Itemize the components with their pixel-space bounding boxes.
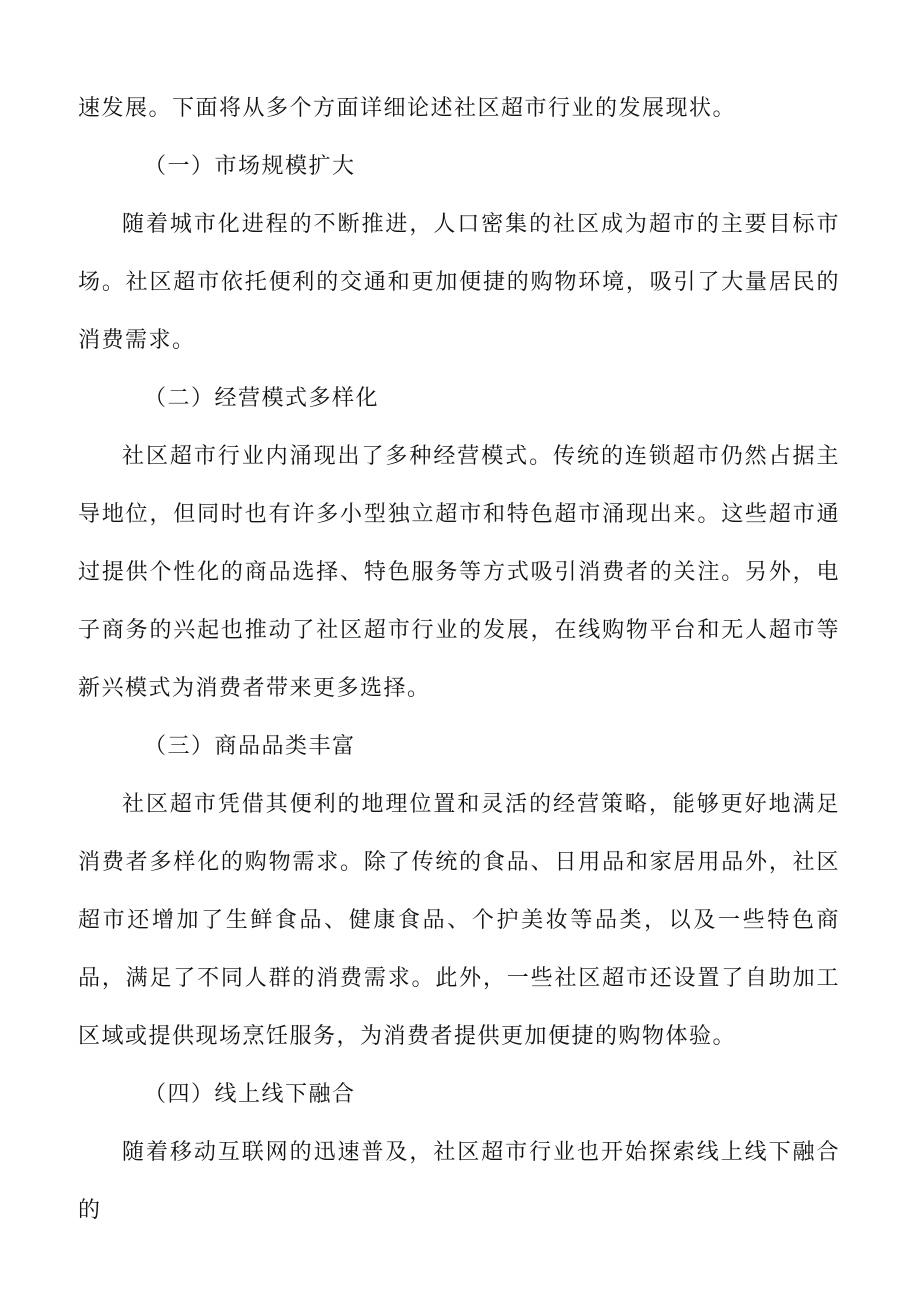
section-heading-product-categories: （三）商品品类丰富: [144, 734, 356, 759]
section-body-online-offline: 随着移动互联网的迅速普及，社区超市行业也开始探索线上线下融合的: [78, 1140, 840, 1223]
section-body-market-scale: 随着城市化进程的不断推进，人口密集的社区成为超市的主要目标市场。社区超市依托便利的交通和更加便捷的购物环境，吸引了大量居民的消费需求。: [78, 212, 840, 353]
section-heading-business-models: （二）经营模式多样化: [144, 386, 380, 411]
section-body-business-models: 社区超市行业内涌现出了多种经营模式。传统的连锁超市仍然占据主导地位，但同时也有许多小型独立超市和特色超市涌现出来。这些超市通过提供个性化的商品选择、特色服务等方式吸引消费者的关注。另外，电子商务的兴起也推动了社区超市行业的发展，在线购物平台和无人超市等新兴模式为消费者带来更多选择。: [78, 444, 840, 701]
section-heading-market-scale: （一）市场规模扩大: [144, 154, 356, 179]
section-body-product-categories: 社区超市凭借其便利的地理位置和灵活的经营策略，能够更好地满足消费者多样化的购物需求。除了传统的食品、日用品和家居用品外，社区超市还增加了生鲜食品、健康食品、个护美妆等品类，以及一些特色商品，满足了不同人群的消费需求。此外，一些社区超市还设置了自助加工区域或提供现场烹饪服务，为消费者提供更加便捷的购物体验。: [78, 792, 840, 1049]
intro-paragraph-tail: 速发展。下面将从多个方面详细论述社区超市行业的发展现状。: [78, 96, 737, 121]
document-page: [78, 80, 840, 1240]
section-heading-online-offline: （四）线上线下融合: [144, 1082, 356, 1107]
